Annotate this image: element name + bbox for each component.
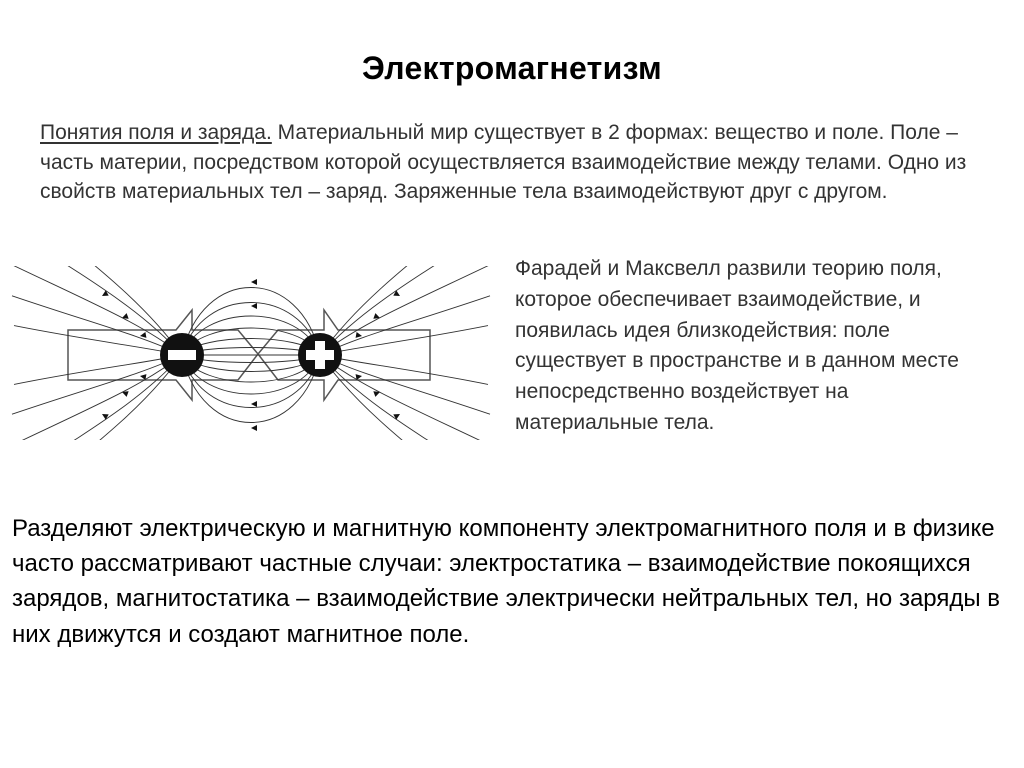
- minus-sign-icon: [168, 350, 196, 360]
- negative-charge: [160, 333, 204, 377]
- side-paragraph: Фарадей и Максвелл развили теорию поля, которое обеспечивает взаимодействие, и появилась идея близкодействия: поле существует в пространстве и в данном месте непосредственно воздействует на материальные тела.: [515, 257, 959, 434]
- page-title: Электромагнетизм: [361, 50, 663, 86]
- field-lines-diagram: [6, 266, 496, 440]
- positive-charge: [298, 333, 342, 377]
- bottom-paragraph: Разделяют электрическую и магнитную компоненту электромагнитного поля и в физике часто рассматривают частные случаи: электростатика – взаимодействие покоящихся зарядов, магнитостатика – взаимодействие электрически нейтральных тел, но заряды в них движутся и создают магнитное поле.: [12, 515, 1001, 648]
- intro-text: Материальный мир существует в 2 формах: вещество и поле. Поле – часть материи, посредством которой осуществляется взаимодействие между телами. Одно из свойств материальных тел – заряд. Заряженные тела взаимодействуют друг с другом.: [40, 121, 967, 203]
- intro-heading: Понятия поля и заряда.: [40, 121, 272, 144]
- intro-paragraph: [40, 118, 1000, 207]
